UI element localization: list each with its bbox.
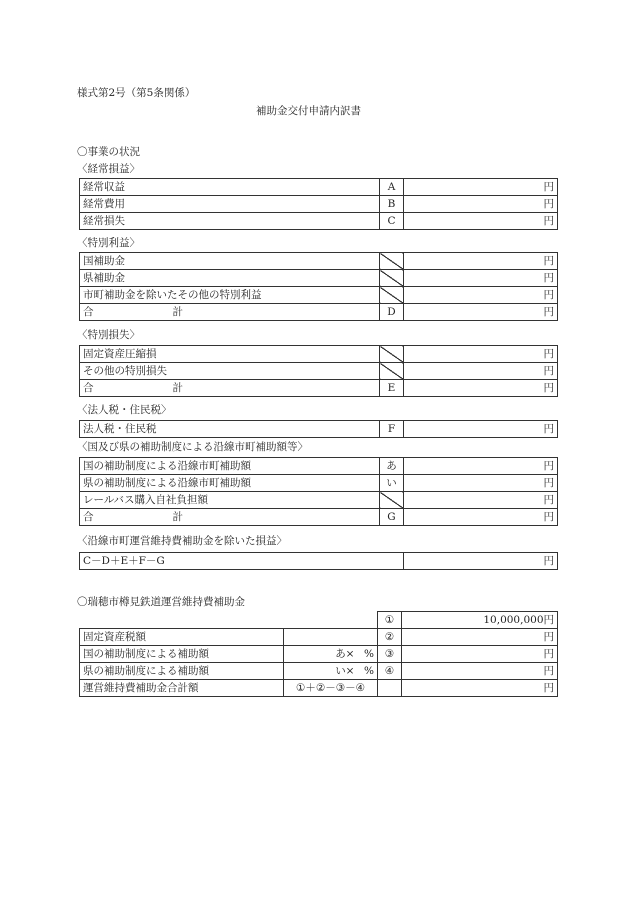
table-extraordinary-loss — [79, 345, 558, 397]
table-row — [80, 287, 558, 304]
amount-cell[interactable]: 円 — [404, 253, 558, 270]
group-heading-subsidy: 〈国及び県の補助制度による沿線市町補助額等〉 — [77, 441, 308, 453]
row-code: A — [380, 179, 404, 196]
table-row — [80, 612, 558, 629]
diagonal-cell — [380, 253, 404, 270]
amount-cell[interactable]: 円 — [404, 179, 558, 196]
empty-cell — [80, 612, 284, 629]
table-tax — [79, 420, 558, 438]
pct-cell: % — [358, 646, 378, 663]
amount-cell[interactable]: 円 — [404, 287, 558, 304]
diagonal-cell — [380, 492, 404, 509]
table-row — [80, 553, 558, 570]
table-row-total — [80, 509, 558, 526]
row-label: 経常収益 — [80, 179, 380, 196]
formula-label: C－D＋E＋F－G — [80, 553, 404, 570]
calc-cell: い× — [284, 663, 358, 680]
table-row — [80, 663, 558, 680]
row-code: B — [380, 196, 404, 213]
table-row — [80, 179, 558, 196]
group-heading-extraordinary-loss: 〈特別損失〉 — [77, 329, 140, 341]
amount-cell[interactable]: 円 — [404, 475, 558, 492]
table-row — [80, 492, 558, 509]
table-row — [80, 253, 558, 270]
total-label — [80, 509, 380, 526]
amount-cell[interactable]: 円 — [404, 492, 558, 509]
section-title-business-status: 〇事業の状況 — [77, 146, 140, 158]
total-label-a: 合 — [83, 382, 94, 394]
row-code: E — [380, 380, 404, 397]
group-heading-tax: 〈法人税・住民税〉 — [77, 404, 172, 416]
row-label: 国の補助制度による補助額 — [80, 646, 284, 663]
calc-formula: ①＋②－③－④ — [284, 680, 378, 697]
table-extraordinary-income — [79, 252, 558, 321]
row-label: 県の補助制度による沿線市町補助額 — [80, 475, 380, 492]
section-title-subsidy: 〇瑞穂市樽見鉄道運営維持費補助金 — [77, 596, 245, 608]
table-row — [80, 270, 558, 287]
amount-cell[interactable]: 円 — [404, 363, 558, 380]
row-label: その他の特別損失 — [80, 363, 380, 380]
row-number: ④ — [378, 663, 402, 680]
row-code: C — [380, 213, 404, 230]
amount-cell[interactable]: 円 — [402, 646, 558, 663]
table-row — [80, 363, 558, 380]
diagonal-cell — [380, 287, 404, 304]
table-operating-subsidy — [79, 611, 558, 697]
table-profit-loss — [79, 552, 558, 570]
diagonal-cell — [380, 363, 404, 380]
amount-cell[interactable]: 円 — [404, 304, 558, 321]
document-title: 補助金交付申請内訳書 — [256, 105, 361, 117]
total-label-b: 計 — [172, 306, 183, 318]
amount-cell[interactable]: 円 — [404, 196, 558, 213]
row-label: 経常費用 — [80, 196, 380, 213]
pct-cell: % — [358, 663, 378, 680]
calc-cell: あ× — [284, 646, 358, 663]
row-label: 法人税・住民税 — [80, 421, 380, 438]
table-row — [80, 213, 558, 230]
table-row — [80, 346, 558, 363]
row-label: 国補助金 — [80, 253, 380, 270]
row-label: 運営維持費補助金合計額 — [80, 680, 284, 697]
calc-cell — [284, 629, 358, 646]
row-code: あ — [380, 458, 404, 475]
amount-cell[interactable]: 円 — [404, 458, 558, 475]
row-label: 県補助金 — [80, 270, 380, 287]
amount-cell[interactable]: 円 — [404, 213, 558, 230]
table-row — [80, 196, 558, 213]
group-heading-extraordinary-income: 〈特別利益〉 — [77, 237, 140, 249]
row-number: ② — [378, 629, 402, 646]
row-label: 固定資産圧縮損 — [80, 346, 380, 363]
table-row — [80, 458, 558, 475]
amount-cell[interactable]: 円 — [404, 380, 558, 397]
table-row — [80, 475, 558, 492]
table-subsidy — [79, 457, 558, 526]
row-number: ③ — [378, 646, 402, 663]
diagonal-cell — [380, 346, 404, 363]
table-row-total — [80, 304, 558, 321]
row-label: 国の補助制度による沿線市町補助額 — [80, 458, 380, 475]
amount-cell[interactable]: 円 — [402, 680, 558, 697]
empty-cell — [358, 612, 378, 629]
row-label: レールバス購入自社負担額 — [80, 492, 380, 509]
table-row — [80, 421, 558, 438]
form-label: 様式第2号（第5条関係） — [77, 87, 196, 99]
group-heading-profit-loss: 〈沿線市町運営維持費補助金を除いた損益〉 — [77, 535, 287, 547]
amount-cell[interactable]: 円 — [404, 421, 558, 438]
table-row-total — [80, 380, 558, 397]
row-code: い — [380, 475, 404, 492]
amount-cell[interactable]: 円 — [404, 553, 558, 570]
amount-cell[interactable]: 円 — [404, 346, 558, 363]
amount-cell[interactable]: 円 — [404, 270, 558, 287]
amount-cell[interactable]: 円 — [402, 663, 558, 680]
amount-cell[interactable]: 10,000,000円 — [402, 612, 558, 629]
table-row — [80, 646, 558, 663]
row-code: D — [380, 304, 404, 321]
total-label-b: 計 — [172, 511, 183, 523]
table-row — [80, 629, 558, 646]
empty-cell — [284, 612, 358, 629]
total-label — [80, 380, 380, 397]
row-label: 固定資産税額 — [80, 629, 284, 646]
row-number: ① — [378, 612, 402, 629]
amount-cell[interactable]: 円 — [402, 629, 558, 646]
amount-cell[interactable]: 円 — [404, 509, 558, 526]
row-code: G — [380, 509, 404, 526]
row-label: 経常損失 — [80, 213, 380, 230]
total-label-b: 計 — [172, 382, 183, 394]
row-label: 市町補助金を除いたその他の特別利益 — [80, 287, 380, 304]
total-label-a: 合 — [83, 511, 94, 523]
diagonal-cell — [380, 270, 404, 287]
table-row — [80, 680, 558, 697]
total-label — [80, 304, 380, 321]
row-code: F — [380, 421, 404, 438]
total-label-a: 合 — [83, 306, 94, 318]
pct-cell — [358, 629, 378, 646]
row-number — [378, 680, 402, 697]
group-heading-ordinary: 〈経常損益〉 — [77, 163, 140, 175]
row-label: 県の補助制度による補助額 — [80, 663, 284, 680]
table-ordinary-income — [79, 178, 558, 230]
